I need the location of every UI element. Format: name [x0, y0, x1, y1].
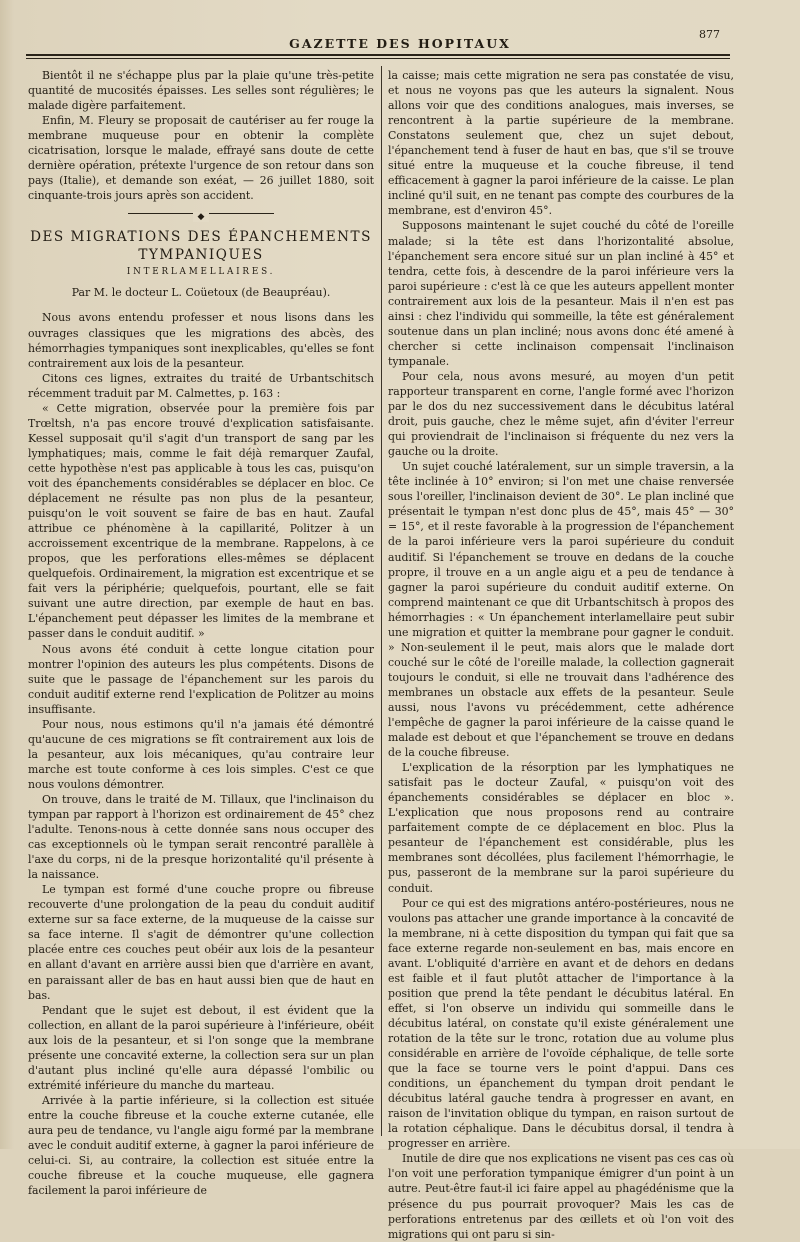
article-quotation: « Cette migration, observée pour la première fois par Trœltsh, n'a pas encore trouvé d'explication satisfaisante. Kessel supposait qu'il s'agit d'un transport de sang par les lymphatiques; mais, comme le fait déjà remarquer Zaufal, cette hypothèse n'est pas applicable à tous les cas, puisqu'on voit des épanchements considérables se déplacer en bloc. Ce déplacement ne résulte pas non plus de la pesanteur, puisqu'on le voit souvent se faire de bas en haut. Zaufal attribue ce phénomène à la capillarité, Politzer à un accroissement excentrique de la membrane. Rappelons, à ce propos, que les perforations elles-mêmes se déplacent quelquefois. Ordinairement, la migration est excentrique et se fait vers la périphérie; quelquefois, pourtant, elle se fait suivant une autre direction, par exemple de haut en bas. L'épanchement peut dépasser les limites de la membrane et passer dans le conduit auditif. » [28, 401, 374, 641]
article-paragraph: Pour nous, nous estimons qu'il n'a jamais été démontré qu'aucune de ces migrations se fît contrairement aux lois de la pesanteur, aux lois mécaniques, qu'au contraire leur marche est toute conforme à ces lois simples. C'est ce que nous voulons démontrer. [28, 717, 374, 791]
separator-ornament: ◆ [193, 212, 210, 222]
article-paragraph: Pour ce qui est des migrations antéro-postérieures, nous ne voulons pas attacher une grande importance à la concavité de la membrane, ni à cette disposition du tympan qui fait que sa face externe regarde non-seulement en bas, mais encore en avant. L'obliquité d'arrière en avant et de dehors en dedans est faible et il faut plutôt attacher de l'importance à la position que prend la tête pendant le décubitus latéral. En effet, si l'on observe un individu qui sommeille dans le décubitus latéral, on constate qu'il existe généralement une rotation de la tête sur le tronc, rotation due au volume plus considérable en arrière de l'ovoïde céphalique, de telle sorte que la face se tourne vers le point d'appui. Dans ces conditions, un épanchement du tympan droit pendant le décubitus latéral gauche tendra à progresser en avant, en raison de l'invitation oblique du tympan, en raison surtout de la rotation céphalique. Dans le décubitus dorsal, il tendra à progresser en arrière. [388, 896, 734, 1151]
article-paragraph: L'explication de la résorption par les lymphatiques ne satisfait pas le docteur Zaufal, « puisqu'on voit des épanchements considérables se déplacer en bloc ». L'explication que nous proposons rend au contraire parfaitement compte de ce déplacement en bloc. Plus la pesanteur de l'épanchement est considérable, plus les membranes sont décollées, plus facilement l'hémorrhagie, le pus, passeront de la membrane sur la paroi supérieure du conduit. [388, 761, 734, 895]
article-paragraph: Nous avons entendu professer et nous lisons dans les ouvrages classiques que les migrations des abcès, des hémorrhagies tympaniques sont inexplicables, qu'elles se font contrairement aux lois de la pesanteur. [28, 311, 374, 370]
article-paragraph: Nous avons été conduit à cette longue citation pour montrer l'opinion des auteurs les plus compétents. Disons de suite que le passage de l'épanchement sur les parois du conduit auditif externe rend l'explication de Politzer au moins insuffisante. [28, 642, 374, 716]
article-paragraph: Supposons maintenant le sujet couché du côté de l'oreille malade; si la tête est dans l'horizontalité absolue, l'épanchement sera encore situé sur un plan incliné à 45° et tendra, cette fois, à descendre de la paroi inférieure vers la paroi supérieure : c'est là ce que les auteurs appellent monter contrairement aux lois de la pesanteur. Mais il n'en est pas ainsi : chez l'individu qui sommeille, la tête est généralement soutenue dans un plan incliné; nous avons donc été amené à chercher si cette inclinaison compensait l'inclinaison tympanale. [388, 219, 734, 368]
running-title: GAZETTE DES HOPITAUX [289, 36, 511, 51]
article-subtitle: INTERLAMELLAIRES. [126, 267, 276, 278]
article-paragraph: Un sujet couché latéralement, sur un simple traversin, a la tête inclinée à 10° environ; si l'on met une chaise renversée sous l'oreiller, l'inclinaison devient de 30°. Le plan incliné que présentait le tympan n'est donc plus de 45°, mais 45° — 30° = 15°, et il reste favorable à la progression de l'épanchement de la paroi inférieure vers la paroi supérieure du conduit auditif. Si l'épanchement se trouve en dedans de la couche propre, il trouve en a un angle aigu et a peu de tendance à gagner la paroi supérieure du conduit auditif externe. On comprend maintenant ce que dit Urbantschitsch à propos des hémorrhagies : « Un épanchement interlamellaire peut subir une migration et quitter la membrane pour gagner le conduit. » Non-seulement il le peut, mais alors que le malade dort couché sur le côté de l'oreille malade, la collection gagnerait toujours le conduit, si elle ne trouvait dans l'adhérence des membranes un obstacle aux effets de la pesanteur. Seule aussi, nous l'avons vu précédemment, cette adhérence l'empêche de gagner la paroi inférieure de la caisse quand le malade est debout et que l'épanchement se trouve en dedans de la couche fibreuse. [388, 460, 734, 760]
article-paragraph: Le tympan est formé d'une couche propre ou fibreuse recouverte d'une prolongation de la peau du conduit auditif externe sur sa face externe, de la muqueuse de la caisse sur sa face interne. Il s'agit de démontrer qu'une collection placée entre ces couches peut obéir aux lois de la pesanteur en allant d'avant en arrière aussi bien que d'arrière en avant, en paraissant aller de bas en haut aussi bien que de haut en bas. [28, 883, 374, 1002]
article-byline: Par M. le docteur L. Coüetoux (de Beaupréau). [71, 286, 331, 300]
left-column [28, 68, 374, 1198]
right-column [388, 68, 734, 1241]
page-number: 877 [699, 28, 720, 41]
article-title: DES MIGRATIONS DES ÉPANCHEMENTS TYMPANIQUES [30, 229, 372, 264]
article-paragraph: Citons ces lignes, extraites du traité de Urbantschitsch récemment traduit par M. Calmettes, p. 163 : [28, 371, 374, 400]
article-paragraph: Pour cela, nous avons mesuré, au moyen d'un petit rapporteur transparent en corne, l'angle formé avec l'horizon par le dos du nez successivement dans le décubitus latéral droit, puis gauche, chez le même sujet, afin d'éviter l'erreur qui proviendrait de l'inclinaison si fréquente du nez vers la gauche ou la droite. [388, 369, 734, 459]
article-paragraph: Arrivée à la partie inférieure, si la collection est située entre la couche fibreuse et la couche externe cutanée, elle aura peu de tendance, vu l'angle aigu formé par la membrane avec le conduit auditif externe, à gagner la paroi inférieure de celui-ci. Si, au contraire, la collection est située entre la couche fibreuse et la couche muqueuse, elle gagnera facilement la paroi inférieure de [28, 1093, 374, 1198]
article-paragraph: On trouve, dans le traité de M. Tillaux, que l'inclinaison du tympan par rapport à l'horizon est ordinairement de 45° chez l'adulte. Tenons-nous à cette donnée sans nous occuper des cas exceptionnels où le tympan serait rencontré parallèle à l'axe du corps, ni de la presque horizontalité qu'il présente à la naissance. [28, 792, 374, 882]
previous-article-paragraph: Bientôt il ne s'échappe plus par la plaie qu'une très-petite quantité de mucosités épaisses. Les selles sont régulières; le malade digère parfaitement. [28, 69, 374, 113]
section-separator [28, 208, 374, 223]
article-paragraph-continued: la caisse; mais cette migration ne sera pas constatée de visu, et nous ne voyons pas que les auteurs la signalent. Nous allons voir que des conditions analogues, mais inverses, se rencontrent à la partie supérieure de la membrane. Constatons seulement que, chez un sujet debout, l'épanchement tend à fuser de haut en bas, que s'il se trouve situé entre la muqueuse et la couche fibreuse, il tend efficacement à gagner la paroi inférieure de la caisse. Le plan incliné qu'il suit, en ne tenant pas compte des courbures de la membrane, est d'environ 45°. [388, 69, 734, 218]
previous-article-paragraph: Enfin, M. Fleury se proposait de cautériser au fer rouge la membrane muqueuse pour en obtenir la complète cicatrisation, lorsque le malade, effrayé sans doute de cette dernière opération, prétexte l'urgence de son retour dans son pays (Italie), et demande son exéat, — 26 juillet 1880, soit cinquante-trois jours après son accident. [28, 114, 374, 203]
article-paragraph: Inutile de dire que nos explications ne visent pas ces cas où l'on voit une perforation tympanique émigrer d'un point à un autre. Peut-être faut-il ici faire appel au phagédénisme que la présence du pus pourrait provoquer? Mais les cas de perforations entretenus par des œillets et où l'on voit des migrations qui ont paru si sin- [388, 1152, 734, 1241]
article-paragraph: Pendant que le sujet est debout, il est évident que la collection, en allant de la paroi supérieure à l'inférieure, obéit aux lois de la pesanteur, et si l'on songe que la membrane présente une concavité externe, la collection sera sur un plan d'autant plus incliné qu'elle aura dépassé l'ombilic ou extrémité inférieure du manche du marteau. [28, 1003, 374, 1092]
column-divider [381, 66, 382, 1136]
header-rule [26, 54, 730, 59]
